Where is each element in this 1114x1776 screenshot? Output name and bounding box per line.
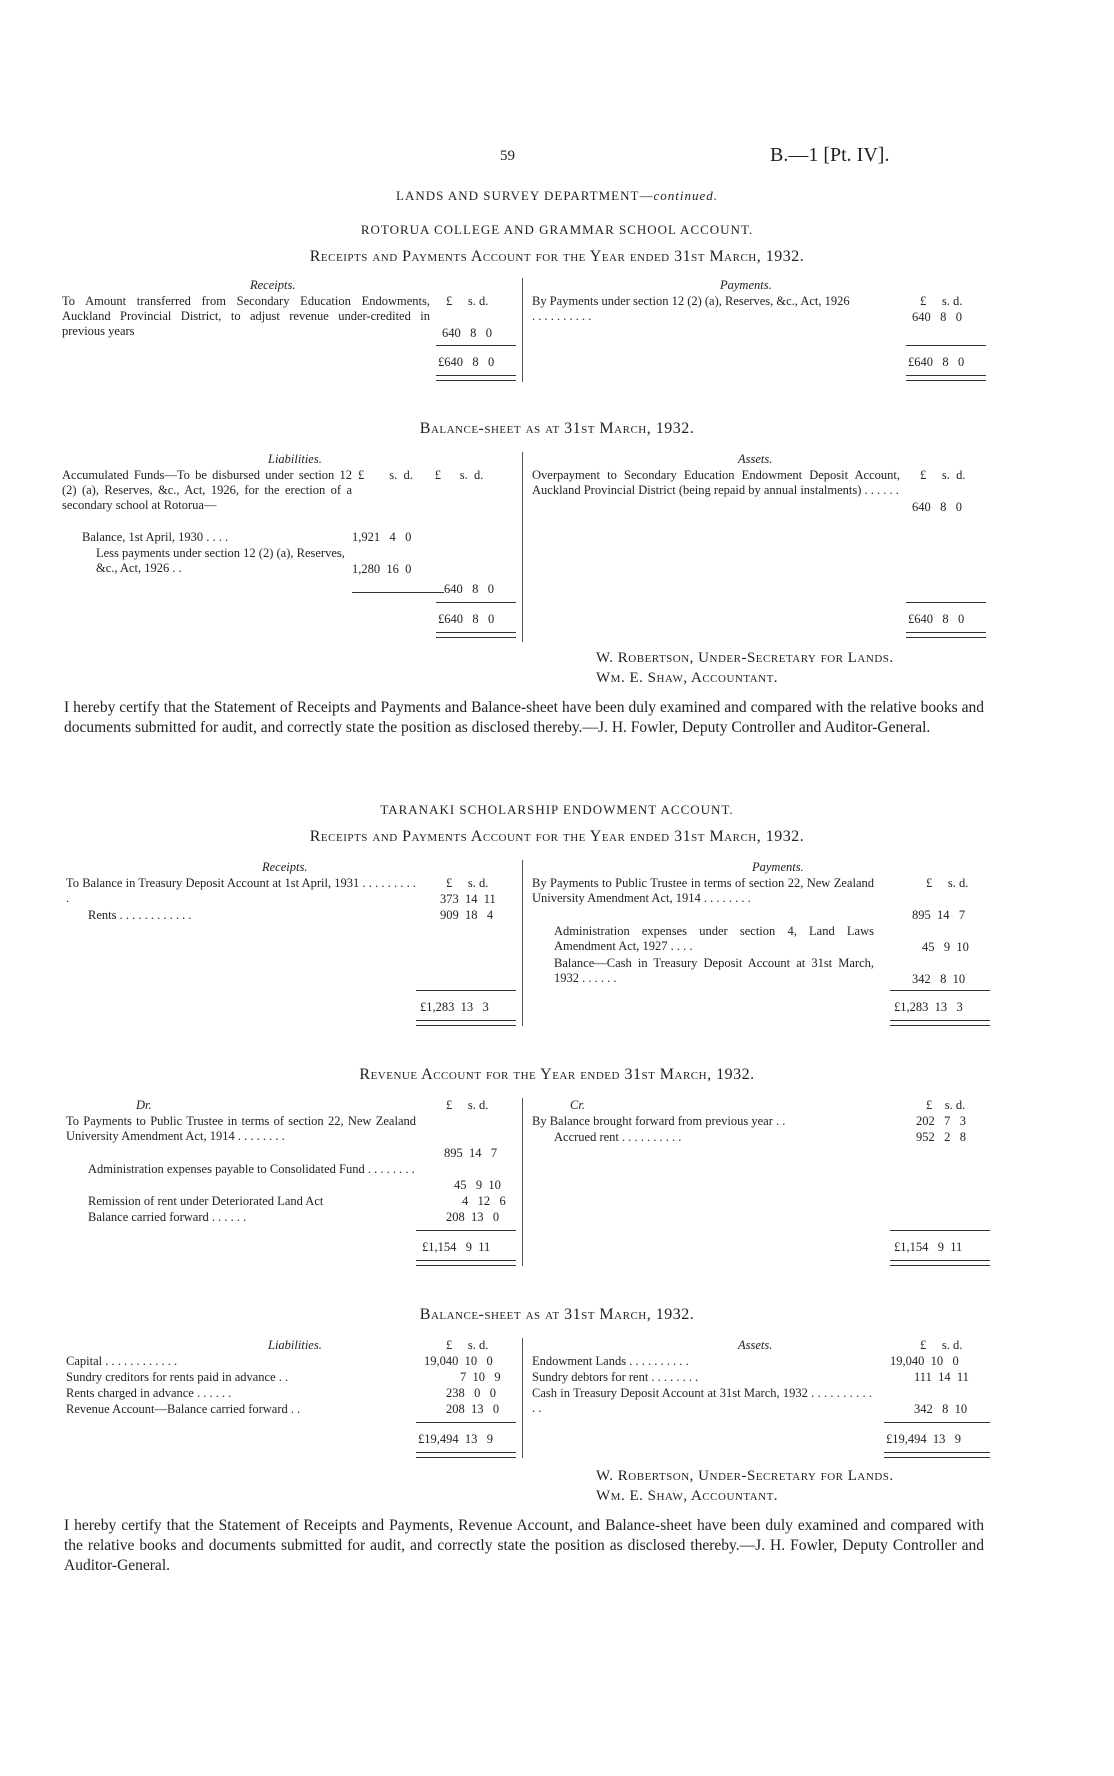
rotorua-payment-amount: 640 8 0 (912, 310, 962, 324)
rotorua-balance-amount: 1,921 4 0 (352, 530, 412, 544)
revenue-credit-2-amount: 952 2 8 (916, 1130, 966, 1144)
revenue-debit-2: Administration expenses payable to Consolidated Fund . . . . . . . . (88, 1162, 415, 1176)
taranaki-audit-certificate: I hereby certify that the Statement of Receipts and Payments, Revenue Account, and Balance-sheet have been duly examined and compared with the relative books and documents submitted for audit, and correctly state the position as disclosed thereby.—J. H. Fowler, Deputy Controller and Auditor-General. (64, 1517, 984, 1574)
revenue-credit-2: Accrued rent . . . . . . . . . . (554, 1130, 682, 1144)
bs-asset-3-amount: 342 8 10 (914, 1402, 968, 1416)
rotorua-balance-line: Balance, 1st April, 1930 . . . . (82, 530, 229, 544)
taranaki-revenue-heading: Revenue Account for the Year ended 31st March, 1932. (359, 1066, 755, 1083)
bs-liability-1-amount: 19,040 10 0 (424, 1354, 493, 1368)
payments-label: Payments. (720, 278, 772, 292)
bs-liability-4-amount: 208 13 0 (446, 1402, 500, 1416)
signature-accountant: Wm. E. Shaw, Accountant. (596, 1488, 779, 1504)
rotorua-net-amount: 640 8 0 (444, 582, 494, 596)
lsd-header: £ s. d. (920, 1338, 963, 1352)
lsd-header: £ s. d. (926, 876, 969, 890)
bs-assets-total: £19,494 13 9 (886, 1432, 961, 1446)
lsd-header: £ s. d. (446, 1098, 489, 1112)
revenue-debit-4-amount: 208 13 0 (446, 1210, 500, 1224)
signature-under-secretary: W. Robertson, Under-Secretary for Lands. (596, 1468, 894, 1484)
rotorua-receipt-total: £640 8 0 (438, 355, 495, 369)
lsd-header: £ s. d. (446, 1338, 489, 1352)
taranaki-bs-heading: Balance-sheet as at 31st March, 1932. (419, 1306, 695, 1323)
taranaki-receipts-total: £1,283 13 3 (420, 1000, 489, 1014)
bs-asset-2-amount: 111 14 11 (914, 1370, 969, 1384)
assets-label: Assets. (738, 452, 773, 466)
bs-asset-1-amount: 19,040 10 0 (890, 1354, 959, 1368)
signature-under-secretary: W. Robertson, Under-Secretary for Lands. (596, 650, 894, 666)
taranaki-payment-1: By Payments to Public Trustee in terms of section 22, New Zealand University Amendment Act, 1914 . . . . . . . . (532, 876, 874, 905)
taranaki-receipt-2: Rents . . . . . . . . . . . . (88, 908, 192, 922)
taranaki-payment-1-amount: 895 14 7 (912, 908, 966, 922)
taranaki-receipt-1-amount: 373 14 11 (440, 892, 496, 906)
rotorua-less-text: Less payments under section 12 (2) (a), Reserves, &c., Act, 1926 . . (96, 546, 345, 575)
taranaki-rp-heading: Receipts and Payments Account for the Year ended 31st March, 1932. (309, 828, 805, 845)
revenue-credits-total: £1,154 9 11 (894, 1240, 963, 1254)
liabilities-label: Liabilities. (268, 452, 322, 466)
bs-liability-2: Sundry creditors for rents paid in advance . . (66, 1370, 289, 1384)
lsd-header: £ s. d. (920, 294, 963, 308)
taranaki-payment-2: Administration expenses under section 4, Land Laws Amendment Act, 1927 . . . . (554, 924, 874, 953)
receipts-label: Receipts. (250, 278, 296, 292)
document-reference: B.—1 [Pt. IV]. (770, 144, 890, 166)
bs-liability-2-amount: 7 10 9 (460, 1370, 501, 1384)
bs-liabilities-total: £19,494 13 9 (418, 1432, 493, 1446)
rotorua-asset-amount: 640 8 0 (912, 500, 962, 514)
bs-asset-2: Sundry debtors for rent . . . . . . . . (532, 1370, 699, 1384)
revenue-debit-3: Remission of rent under Deteriorated Land Act (88, 1194, 324, 1208)
revenue-credit-1-amount: 202 7 3 (916, 1114, 966, 1128)
taranaki-payment-3-amount: 342 8 10 (912, 972, 966, 986)
rotorua-receipt-text: To Amount transferred from Secondary Education Endowments, Auckland Provincial District, to adjust revenue under-credited in previous years (62, 294, 430, 338)
bs-liability-3: Rents charged in advance . . . . . . (66, 1386, 232, 1400)
rotorua-liab-total: £640 8 0 (438, 612, 495, 626)
rotorua-account-title: ROTORUA COLLEGE AND GRAMMAR SCHOOL ACCOUNT. (360, 222, 754, 237)
bs-liability-3-amount: 238 0 0 (446, 1386, 496, 1400)
revenue-debit-1-amount: 895 14 7 (444, 1146, 498, 1160)
rotorua-bs-heading: Balance-sheet as at 31st March, 1932. (419, 420, 695, 437)
rotorua-asset-text: Overpayment to Secondary Education Endowment Deposit Account, Auckland Provincial District (being repaid by annual instalments) . . . . . . (532, 468, 900, 497)
taranaki-receipt-2-amount: 909 18 4 (440, 908, 494, 922)
lsd-header: £ s. d. (920, 468, 966, 482)
rotorua-payment-text: By Payments under section 12 (2) (a), Reserves, &c., Act, 1926 . . . . . . . . . . (532, 294, 850, 323)
taranaki-payment-2-amount: 45 9 10 (922, 940, 969, 954)
taranaki-payments-total: £1,283 13 3 (894, 1000, 963, 1014)
revenue-debit-3-amount: 4 12 6 (462, 1194, 506, 1208)
rotorua-payment-total: £640 8 0 (908, 355, 965, 369)
page-number: 59 (500, 148, 515, 164)
liabilities-label: Liabilities. (268, 1338, 322, 1352)
bs-asset-1: Endowment Lands . . . . . . . . . . (532, 1354, 689, 1368)
receipts-label: Receipts. (262, 860, 308, 874)
dr-label: Dr. (136, 1098, 152, 1112)
department-title: LANDS AND SURVEY DEPARTMENT—continued. (396, 188, 718, 203)
rotorua-less-amount: 1,280 16 0 (352, 562, 412, 576)
revenue-debit-1: To Payments to Public Trustee in terms of section 22, New Zealand University Amendment Act, 1914 . . . . . . . . (66, 1114, 416, 1143)
taranaki-receipt-1: To Balance in Treasury Deposit Account at 1st April, 1931 . . . . . . . . . . (66, 876, 416, 905)
payments-label: Payments. (752, 860, 804, 874)
rotorua-liab-text: Accumulated Funds—To be disbursed under section 12 (2) (a), Reserves, &c., Act, 1926, for the erection of a secondary school at Rotorua— (62, 468, 352, 512)
revenue-debit-4: Balance carried forward . . . . . . (88, 1210, 247, 1224)
revenue-debit-2-amount: 45 9 10 (454, 1178, 501, 1192)
signature-accountant: Wm. E. Shaw, Accountant. (596, 670, 779, 686)
rotorua-rp-heading: Receipts and Payments Account for the Year ended 31st March, 1932. (309, 248, 805, 265)
bs-asset-3: Cash in Treasury Deposit Account at 31st March, 1932 . . . . . . . . . . . . (532, 1386, 872, 1415)
taranaki-payment-3: Balance—Cash in Treasury Deposit Account at 31st March, 1932 . . . . . . (554, 956, 874, 985)
taranaki-account-title: TARANAKI SCHOLARSHIP ENDOWMENT ACCOUNT. (380, 802, 734, 817)
lsd-header: £ s. d. (446, 294, 489, 308)
revenue-debits-total: £1,154 9 11 (422, 1240, 491, 1254)
bs-liability-4: Revenue Account—Balance carried forward . . (66, 1402, 301, 1416)
rotorua-receipt-amount: 640 8 0 (442, 326, 492, 340)
bs-liability-1: Capital . . . . . . . . . . . . (66, 1354, 178, 1368)
rotorua-audit-certificate: I hereby certify that the Statement of Receipts and Payments and Balance-sheet have been duly examined and compared with the relative books and documents submitted for audit, and correctly state the position as disclosed thereby.—J. H. Fowler, Deputy Controller and Auditor-General. (64, 699, 984, 736)
cr-label: Cr. (570, 1098, 585, 1112)
revenue-credit-1: By Balance brought forward from previous year . . (532, 1114, 786, 1128)
lsd-header: £ s. d. (926, 1098, 966, 1112)
rotorua-asset-total: £640 8 0 (908, 612, 965, 626)
assets-label: Assets. (738, 1338, 773, 1352)
lsd-header: £ s. d. £ s. d. (358, 468, 484, 482)
lsd-header: £ s. d. (446, 876, 489, 890)
